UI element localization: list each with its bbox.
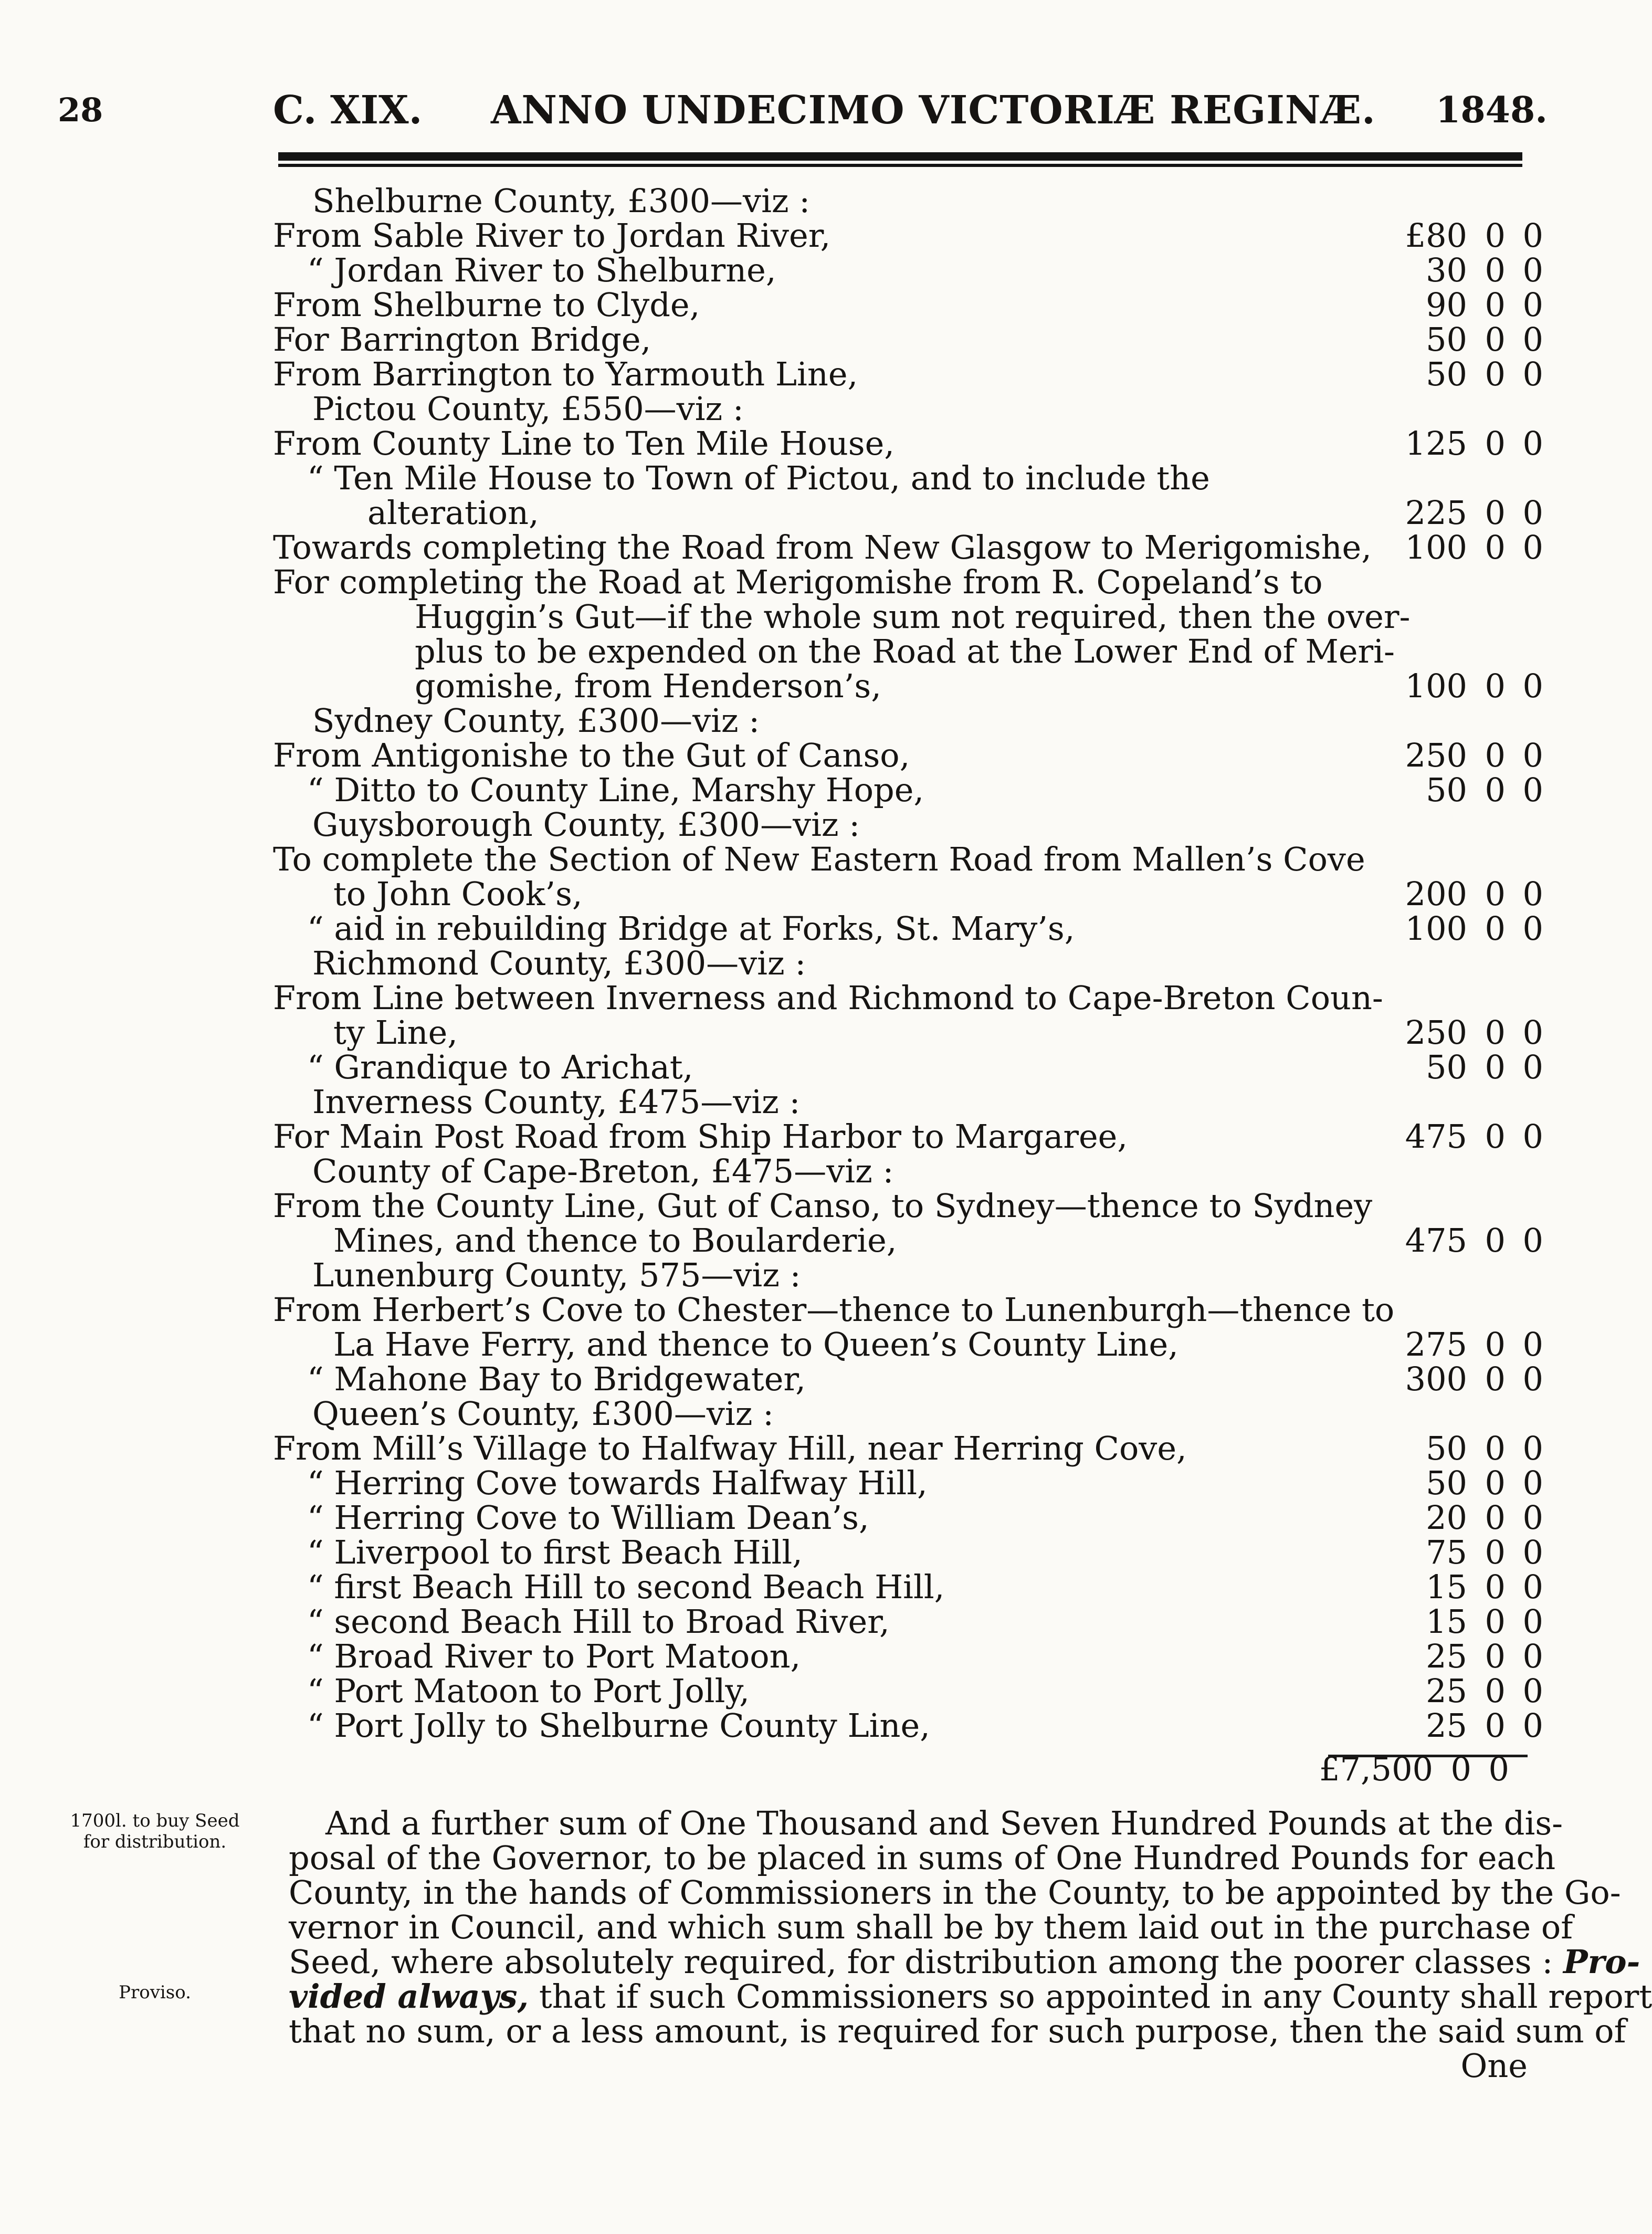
entry-text xyxy=(273,1708,1352,1743)
entry-line: “ Port Jolly to Shelburne County Line, xyxy=(307,1706,930,1745)
paragraph-text: that if such Commissioners so appointed in any County shall report xyxy=(539,1977,1652,2016)
road-entry xyxy=(273,1674,1543,1708)
entry-line: Inverness County, £475—viz : xyxy=(312,1083,801,1121)
amount-pounds: 75 xyxy=(1426,1533,1467,1571)
amount-shillings: 0 xyxy=(1485,1325,1506,1364)
entry-text xyxy=(273,1466,1352,1501)
amount-pounds: 15 xyxy=(1426,1602,1467,1641)
amount-pence: 0 xyxy=(1522,1221,1543,1260)
amount-shillings: 0 xyxy=(1485,1706,1506,1745)
amount-pounds: 20 xyxy=(1426,1498,1467,1537)
grand-total xyxy=(1291,1751,1509,1788)
entry-text xyxy=(273,701,1357,740)
entry-line: gomishe, from Henderson’s, xyxy=(415,667,881,705)
entry-amount xyxy=(1375,1498,1543,1537)
county-heading xyxy=(273,1394,1543,1433)
entry-amount xyxy=(1375,1708,1543,1743)
amount-pence: 0 xyxy=(1522,1464,1543,1502)
entry-line: Huggin’s Gut—if the whole sum not required, then the over- xyxy=(415,597,1411,636)
entry-line: Towards completing the Road from New Glasgow to Merigomishe, xyxy=(273,528,1372,567)
entry-text xyxy=(273,1604,1352,1639)
entry-amount xyxy=(1375,530,1543,565)
year: 1848. xyxy=(1436,89,1548,131)
entry-line: Sydney County, £300—viz : xyxy=(312,701,760,740)
amount-pounds: 275 xyxy=(1405,1325,1467,1364)
entry-line: From Sable River to Jordan River, xyxy=(273,216,831,255)
amount-pence: 0 xyxy=(1522,1706,1543,1745)
county-heading xyxy=(273,1258,1543,1293)
total-shillings: 0 xyxy=(1450,1750,1471,1788)
entry-line: From Herbert’s Cove to Chester—thence to Lunenburgh—thence to xyxy=(273,1291,1395,1329)
amount-pence: 0 xyxy=(1522,1117,1543,1156)
entry-text xyxy=(273,1394,1357,1433)
entry-line: “ Mahone Bay to Bridgewater, xyxy=(307,1360,806,1398)
amount-pence: 0 xyxy=(1522,1360,1543,1398)
entry-line: Guysborough County, £300—viz : xyxy=(312,805,860,844)
amount-shillings: 0 xyxy=(1485,1672,1506,1710)
entry-text xyxy=(273,1674,1352,1708)
entry-amount xyxy=(1375,1604,1543,1639)
entry-text xyxy=(273,1431,1318,1466)
entry-text xyxy=(273,738,1318,773)
entry-line: Queen’s County, £300—viz : xyxy=(312,1394,774,1433)
road-entry xyxy=(273,1293,1543,1362)
amount-pounds: 100 xyxy=(1405,667,1467,705)
amount-pounds: 475 xyxy=(1405,1117,1467,1156)
entry-text xyxy=(273,1639,1352,1674)
paragraph-line: County, in the hands of Commissioners in the County, to be appointed by the Go- xyxy=(289,1873,1621,1912)
amount-pounds: 50 xyxy=(1426,355,1467,393)
amount-shillings: 0 xyxy=(1485,1568,1506,1606)
road-entry xyxy=(273,1050,1543,1085)
amount-pence: 0 xyxy=(1522,216,1543,255)
entry-text xyxy=(273,1085,1357,1119)
margin-note-seed-line-1: 1700l. to buy Seed xyxy=(70,1810,240,1831)
amount-shillings: 0 xyxy=(1485,494,1506,532)
road-entry xyxy=(273,426,1543,461)
entry-line: For completing the Road at Merigomishe from R. Copeland’s to xyxy=(273,563,1323,601)
entry-text xyxy=(273,1050,1352,1085)
entry-text xyxy=(273,563,1411,705)
amount-pounds: 50 xyxy=(1426,771,1467,809)
road-entry xyxy=(273,1362,1543,1397)
county-heading xyxy=(273,701,1543,740)
amount-pounds: 225 xyxy=(1405,494,1467,532)
entry-text xyxy=(273,184,1357,218)
entry-amount xyxy=(1375,1015,1543,1050)
entry-line: Mines, and thence to Boularderie, xyxy=(333,1221,897,1260)
amount-shillings: 0 xyxy=(1485,286,1506,324)
entry-line: Pictou County, £550—viz : xyxy=(312,390,744,428)
amount-pence: 0 xyxy=(1522,320,1543,359)
entry-amount xyxy=(1375,1674,1543,1708)
amount-pence: 0 xyxy=(1522,424,1543,463)
entry-line: “ Herring Cove towards Halfway Hill, xyxy=(307,1464,928,1502)
amount-pounds: 300 xyxy=(1405,1360,1467,1398)
amount-pence: 0 xyxy=(1522,1602,1543,1641)
paragraph-line xyxy=(289,1977,1652,2016)
amount-pounds: 200 xyxy=(1405,875,1467,913)
amount-pounds: 50 xyxy=(1426,1048,1467,1086)
header-rule-thick xyxy=(278,152,1522,161)
paragraph-line xyxy=(289,1943,1640,1981)
amount-pounds: 25 xyxy=(1426,1637,1467,1675)
amount-shillings: 0 xyxy=(1485,1464,1506,1502)
entry-text xyxy=(273,807,1357,842)
road-entry xyxy=(273,1189,1543,1258)
entry-amount xyxy=(1375,1119,1543,1154)
entry-line: “ Jordan River to Shelburne, xyxy=(307,251,776,289)
entry-text xyxy=(273,840,1365,913)
amount-pounds: 50 xyxy=(1426,320,1467,359)
amount-pounds: £80 xyxy=(1405,216,1467,255)
entry-text xyxy=(273,392,1357,426)
paragraph-italic: vided always, xyxy=(289,1977,529,2016)
entry-text xyxy=(273,773,1352,807)
entry-line: “ Ten Mile House to Town of Pictou, and to include the xyxy=(307,459,1210,497)
amount-pounds: 475 xyxy=(1405,1221,1467,1260)
county-heading xyxy=(273,946,1543,981)
entry-line: “ Port Matoon to Port Jolly, xyxy=(307,1672,750,1710)
entry-line: From Mill’s Village to Halfway Hill, near Herring Cove, xyxy=(273,1429,1187,1467)
entry-line: From Antigonishe to the Gut of Canso, xyxy=(273,736,910,774)
entry-amount xyxy=(1375,218,1543,253)
road-entry xyxy=(273,738,1543,773)
entry-amount xyxy=(1375,738,1543,773)
entry-line: Shelburne County, £300—viz : xyxy=(312,182,811,220)
entry-line: For Barrington Bridge, xyxy=(273,320,651,359)
entry-text xyxy=(273,1119,1318,1154)
paragraph-line: that no sum, or a less amount, is required for such purpose, then the said sum of xyxy=(289,2012,1626,2050)
entry-line: From County Line to Ten Mile House, xyxy=(273,424,895,463)
entry-amount xyxy=(1375,877,1543,911)
entry-text xyxy=(273,1498,1352,1537)
road-entry xyxy=(273,1535,1543,1570)
amount-shillings: 0 xyxy=(1485,216,1506,255)
amount-shillings: 0 xyxy=(1485,1533,1506,1571)
entry-line: “ Herring Cove to William Dean’s, xyxy=(307,1498,869,1537)
entry-text xyxy=(273,1154,1357,1189)
county-heading xyxy=(273,807,1543,842)
road-entry xyxy=(273,1604,1543,1639)
amount-shillings: 0 xyxy=(1485,528,1506,567)
entry-amount xyxy=(1375,1431,1543,1466)
amount-shillings: 0 xyxy=(1485,1637,1506,1675)
entry-amount xyxy=(1375,496,1543,530)
entry-amount xyxy=(1375,773,1543,807)
paragraph-italic: Pro- xyxy=(1563,1943,1640,1981)
entry-amount xyxy=(1375,1327,1543,1362)
amount-pounds: 25 xyxy=(1426,1706,1467,1745)
total-pounds: £7,500 xyxy=(1319,1750,1433,1788)
road-entry xyxy=(273,981,1543,1050)
entry-text xyxy=(273,911,1352,946)
road-entry xyxy=(273,253,1543,288)
amount-shillings: 0 xyxy=(1485,736,1506,774)
entry-line: To complete the Section of New Eastern Road from Mallen’s Cove xyxy=(273,840,1365,878)
entry-text xyxy=(273,461,1352,530)
paragraph-text: Seed, where absolutely required, for distribution among the poorer classes : xyxy=(289,1943,1553,1981)
entry-line: “ Ditto to County Line, Marshy Hope, xyxy=(307,771,924,809)
amount-pounds: 30 xyxy=(1426,251,1467,289)
entry-line: County of Cape-Breton, £475—viz : xyxy=(312,1152,894,1190)
entry-amount xyxy=(1375,357,1543,392)
amount-pounds: 250 xyxy=(1405,736,1467,774)
amount-pence: 0 xyxy=(1522,1637,1543,1675)
entry-amount xyxy=(1375,426,1543,461)
entry-line: “ Broad River to Port Matoon, xyxy=(307,1637,801,1675)
road-entry xyxy=(273,1119,1543,1154)
entry-amount xyxy=(1375,1466,1543,1501)
entry-amount xyxy=(1375,1535,1543,1570)
road-entry xyxy=(273,1431,1543,1466)
amount-pence: 0 xyxy=(1522,1048,1543,1086)
amount-pounds: 25 xyxy=(1426,1672,1467,1710)
county-heading xyxy=(273,184,1543,218)
entry-line: Richmond County, £300—viz : xyxy=(312,944,806,982)
county-heading xyxy=(273,1154,1543,1189)
entry-amount xyxy=(1375,1570,1543,1604)
entry-text xyxy=(273,979,1383,1052)
amount-pence: 0 xyxy=(1522,1325,1543,1364)
appropriation-list xyxy=(273,184,1543,1743)
entry-amount xyxy=(1375,1050,1543,1085)
amount-shillings: 0 xyxy=(1485,424,1506,463)
entry-text xyxy=(273,1535,1352,1570)
entry-amount xyxy=(1375,1362,1543,1397)
entry-text xyxy=(273,322,1318,357)
entry-amount xyxy=(1375,288,1543,322)
road-entry xyxy=(273,1639,1543,1674)
amount-pence: 0 xyxy=(1522,1013,1543,1052)
entry-line: “ Grandique to Arichat, xyxy=(307,1048,693,1086)
road-entry xyxy=(273,773,1543,807)
amount-shillings: 0 xyxy=(1485,1117,1506,1156)
chapter-number: C. XIX. xyxy=(273,88,423,133)
entry-line: “ aid in rebuilding Bridge at Forks, St. Mary’s, xyxy=(307,909,1075,948)
entry-line: For Main Post Road from Ship Harbor to Margaree, xyxy=(273,1117,1128,1156)
entry-line: to John Cook’s, xyxy=(333,875,583,913)
entry-text xyxy=(273,357,1318,392)
entry-text xyxy=(273,218,1318,253)
entry-line: plus to be expended on the Road at the Lower End of Meri- xyxy=(415,632,1395,670)
road-entry xyxy=(273,1466,1543,1501)
amount-shillings: 0 xyxy=(1485,1048,1506,1086)
amount-pence: 0 xyxy=(1522,528,1543,567)
entry-amount xyxy=(1375,669,1543,704)
amount-shillings: 0 xyxy=(1485,355,1506,393)
page-header xyxy=(0,84,1596,142)
header-rule-thin xyxy=(278,164,1522,167)
entry-line: “ second Beach Hill to Broad River, xyxy=(307,1602,890,1641)
road-entry xyxy=(273,565,1543,704)
amount-shillings: 0 xyxy=(1485,1498,1506,1537)
paragraph-line: And a further sum of One Thousand and Seven Hundred Pounds at the dis- xyxy=(325,1804,1563,1842)
entry-line: From the County Line, Gut of Canso, to Sydney—thence to Sydney xyxy=(273,1187,1373,1225)
road-entry xyxy=(273,357,1543,392)
amount-pounds: 50 xyxy=(1426,1464,1467,1502)
amount-shillings: 0 xyxy=(1485,320,1506,359)
entry-line: Lunenburg County, 575—viz : xyxy=(312,1256,801,1294)
entry-text xyxy=(273,288,1318,322)
margin-note-proviso: Proviso. xyxy=(119,1982,191,2003)
entry-amount xyxy=(1375,911,1543,946)
paragraph-line: vernor in Council, and which sum shall be by them laid out in the purchase of xyxy=(289,1908,1573,1946)
amount-shillings: 0 xyxy=(1485,1360,1506,1398)
total-pence: 0 xyxy=(1488,1750,1509,1788)
amount-pence: 0 xyxy=(1522,286,1543,324)
catchword: One xyxy=(1460,2047,1528,2085)
margin-note-seed xyxy=(58,1810,252,1852)
amount-pence: 0 xyxy=(1522,1568,1543,1606)
amount-pence: 0 xyxy=(1522,494,1543,532)
road-entry xyxy=(273,1570,1543,1604)
entry-text xyxy=(273,1258,1357,1293)
road-entry xyxy=(273,842,1543,911)
entry-amount xyxy=(1375,1223,1543,1258)
road-entry xyxy=(273,218,1543,253)
entry-line: alteration, xyxy=(367,494,539,532)
entry-line: From Shelburne to Clyde, xyxy=(273,286,700,324)
entry-amount xyxy=(1375,1639,1543,1674)
amount-pence: 0 xyxy=(1522,251,1543,289)
road-entry xyxy=(273,322,1543,357)
amount-pounds: 50 xyxy=(1426,1429,1467,1467)
entry-line: ty Line, xyxy=(333,1013,458,1052)
amount-pounds: 125 xyxy=(1405,424,1467,463)
amount-pounds: 15 xyxy=(1426,1568,1467,1606)
road-entry xyxy=(273,530,1543,565)
entry-text xyxy=(273,1291,1395,1364)
margin-note-seed-line-2: for distribution. xyxy=(83,1831,227,1852)
amount-shillings: 0 xyxy=(1485,667,1506,705)
amount-pence: 0 xyxy=(1522,1429,1543,1467)
entry-text xyxy=(273,426,1318,461)
amount-pence: 0 xyxy=(1522,1533,1543,1571)
entry-amount xyxy=(1375,322,1543,357)
amount-pounds: 100 xyxy=(1405,528,1467,567)
entry-line: From Line between Inverness and Richmond to Cape-Breton Coun- xyxy=(273,979,1383,1017)
road-entry xyxy=(273,461,1543,530)
entry-text xyxy=(273,1362,1352,1397)
entry-text xyxy=(273,1187,1373,1260)
entry-line: “ first Beach Hill to second Beach Hill, xyxy=(307,1568,945,1606)
amount-shillings: 0 xyxy=(1485,909,1506,948)
county-heading xyxy=(273,392,1543,426)
county-heading xyxy=(273,1085,1543,1119)
amount-shillings: 0 xyxy=(1485,875,1506,913)
entry-amount xyxy=(1375,253,1543,288)
amount-pence: 0 xyxy=(1522,355,1543,393)
entry-line: From Barrington to Yarmouth Line, xyxy=(273,355,858,393)
amount-shillings: 0 xyxy=(1485,1221,1506,1260)
page-number: 28 xyxy=(58,91,103,129)
amount-shillings: 0 xyxy=(1485,1429,1506,1467)
entry-text xyxy=(273,253,1352,288)
road-entry xyxy=(273,288,1543,322)
road-entry xyxy=(273,1708,1543,1743)
amount-pence: 0 xyxy=(1522,909,1543,948)
amount-pence: 0 xyxy=(1522,771,1543,809)
running-title: ANNO UNDECIMO VICTORIÆ REGINÆ. xyxy=(491,88,1376,133)
amount-pence: 0 xyxy=(1522,1672,1543,1710)
entry-text xyxy=(273,528,1372,567)
amount-pence: 0 xyxy=(1522,667,1543,705)
amount-pounds: 100 xyxy=(1405,909,1467,948)
amount-pounds: 250 xyxy=(1405,1013,1467,1052)
amount-shillings: 0 xyxy=(1485,771,1506,809)
entry-text xyxy=(273,1570,1352,1604)
amount-shillings: 0 xyxy=(1485,1602,1506,1641)
seed-paragraph xyxy=(289,1804,1652,2085)
entry-line: La Have Ferry, and thence to Queen’s County Line, xyxy=(333,1325,1179,1364)
road-entry xyxy=(273,911,1543,946)
paragraph-line: posal of the Governor, to be placed in sums of One Hundred Pounds for each xyxy=(289,1839,1556,1877)
entry-line: “ Liverpool to first Beach Hill, xyxy=(307,1533,803,1571)
amount-pounds: 90 xyxy=(1426,286,1467,324)
amount-pence: 0 xyxy=(1522,736,1543,774)
amount-pence: 0 xyxy=(1522,875,1543,913)
entry-text xyxy=(273,946,1357,981)
amount-pence: 0 xyxy=(1522,1498,1543,1537)
amount-shillings: 0 xyxy=(1485,251,1506,289)
amount-shillings: 0 xyxy=(1485,1013,1506,1052)
road-entry xyxy=(273,1498,1543,1537)
